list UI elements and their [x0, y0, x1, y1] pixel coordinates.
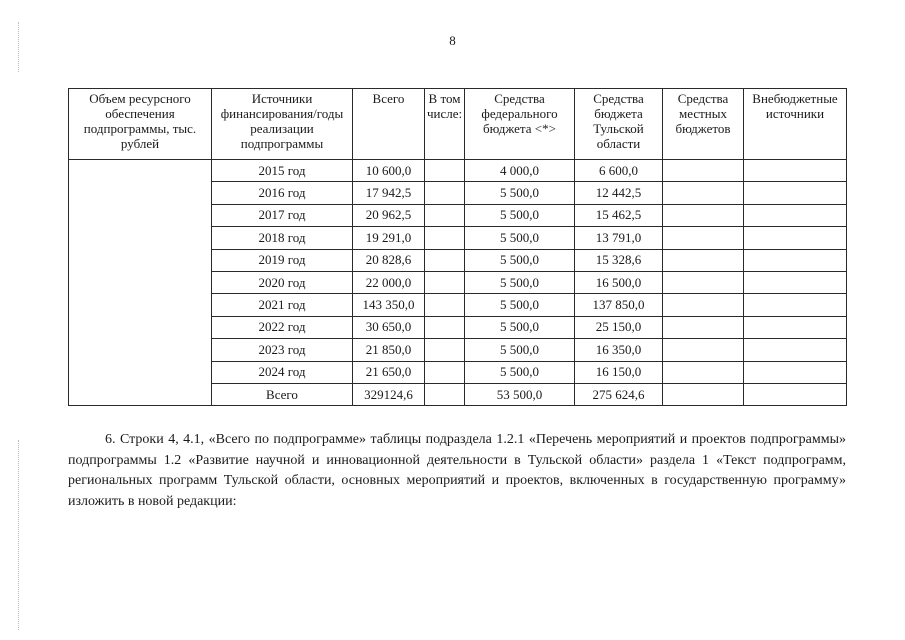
cell-extrabudget	[744, 383, 847, 405]
cell-year: 2015 год	[212, 160, 353, 182]
cell-year: 2022 год	[212, 316, 353, 338]
cell-local	[663, 227, 744, 249]
cell-extrabudget	[744, 182, 847, 204]
amendment-paragraph: 6. Строки 4, 4.1, «Всего по подпрограмме» таблицы подраздела 1.2.1 «Перечень мероприятий и проектов подпрограммы» подпрограммы 1.2 «Развитие научной и инновационной деятельности в Тульской области» раздела 1 «Текст подпрограмм, региональных программ Тульской области, основных мероприятий и проектов, включенных в государственную программу» изложить в новой редакции:	[68, 432, 846, 509]
cell-regional: 13 791,0	[575, 227, 663, 249]
cell-local	[663, 361, 744, 383]
cell-total: 19 291,0	[353, 227, 425, 249]
cell-total: 21 650,0	[353, 361, 425, 383]
cell-federal: 5 500,0	[465, 249, 575, 271]
funding-table	[68, 88, 847, 406]
cell-including	[425, 182, 465, 204]
cell-local	[663, 383, 744, 405]
cell-extrabudget	[744, 361, 847, 383]
cell-year: 2021 год	[212, 294, 353, 316]
margin-dots-bottom	[18, 440, 21, 630]
cell-total: 20 962,5	[353, 204, 425, 226]
cell-year: 2019 год	[212, 249, 353, 271]
header-total: Всего	[353, 89, 425, 160]
cell-regional: 6 600,0	[575, 160, 663, 182]
cell-local	[663, 316, 744, 338]
cell-year: 2017 год	[212, 204, 353, 226]
cell-local	[663, 182, 744, 204]
header-local: Средства местных бюджетов	[663, 89, 744, 160]
cell-including	[425, 383, 465, 405]
cell-including	[425, 294, 465, 316]
cell-local	[663, 271, 744, 293]
cell-including	[425, 316, 465, 338]
cell-including	[425, 160, 465, 182]
cell-including	[425, 339, 465, 361]
cell-total: 329124,6	[353, 383, 425, 405]
table-row	[69, 160, 847, 182]
header-federal: Средства федерального бюджета <*>	[465, 89, 575, 160]
cell-including	[425, 249, 465, 271]
cell-year: 2018 год	[212, 227, 353, 249]
cell-federal: 5 500,0	[465, 271, 575, 293]
page-number: 8	[449, 33, 456, 48]
cell-including	[425, 204, 465, 226]
cell-total: 21 850,0	[353, 339, 425, 361]
cell-extrabudget	[744, 294, 847, 316]
cell-regional: 275 624,6	[575, 383, 663, 405]
cell-including	[425, 271, 465, 293]
cell-extrabudget	[744, 316, 847, 338]
cell-total: 30 650,0	[353, 316, 425, 338]
cell-regional: 15 328,6	[575, 249, 663, 271]
cell-local	[663, 339, 744, 361]
cell-extrabudget	[744, 249, 847, 271]
cell-regional: 16 500,0	[575, 271, 663, 293]
cell-total: 22 000,0	[353, 271, 425, 293]
header-sources: Источники финансирования/годы реализации подпрограммы	[212, 89, 353, 160]
cell-extrabudget	[744, 160, 847, 182]
cell-year: 2020 год	[212, 271, 353, 293]
cell-including	[425, 361, 465, 383]
cell-total: 17 942,5	[353, 182, 425, 204]
cell-year: Всего	[212, 383, 353, 405]
cell-regional: 16 350,0	[575, 339, 663, 361]
cell-extrabudget	[744, 339, 847, 361]
cell-federal: 5 500,0	[465, 339, 575, 361]
cell-extrabudget	[744, 227, 847, 249]
cell-federal: 5 500,0	[465, 361, 575, 383]
cell-year: 2024 год	[212, 361, 353, 383]
header-extrabudget: Внебюджетные источники	[744, 89, 847, 160]
cell-federal: 5 500,0	[465, 316, 575, 338]
cell-total: 10 600,0	[353, 160, 425, 182]
cell-total: 20 828,6	[353, 249, 425, 271]
cell-local	[663, 249, 744, 271]
cell-local	[663, 160, 744, 182]
cell-regional: 16 150,0	[575, 361, 663, 383]
cell-local	[663, 204, 744, 226]
cell-extrabudget	[744, 204, 847, 226]
cell-federal: 53 500,0	[465, 383, 575, 405]
cell-regional: 15 462,5	[575, 204, 663, 226]
margin-dots-top	[18, 22, 21, 72]
table-header-row	[69, 89, 847, 160]
header-resource: Объем ресурсного обеспечения подпрограммы, тыс. рублей	[69, 89, 212, 160]
cell-local	[663, 294, 744, 316]
cell-extrabudget	[744, 271, 847, 293]
cell-regional: 25 150,0	[575, 316, 663, 338]
resource-cell	[69, 160, 212, 406]
cell-federal: 4 000,0	[465, 160, 575, 182]
cell-year: 2023 год	[212, 339, 353, 361]
cell-including	[425, 227, 465, 249]
cell-regional: 12 442,5	[575, 182, 663, 204]
cell-year: 2016 год	[212, 182, 353, 204]
cell-federal: 5 500,0	[465, 294, 575, 316]
header-including: В том числе:	[425, 89, 465, 160]
cell-federal: 5 500,0	[465, 227, 575, 249]
cell-federal: 5 500,0	[465, 204, 575, 226]
cell-regional: 137 850,0	[575, 294, 663, 316]
cell-federal: 5 500,0	[465, 182, 575, 204]
header-regional: Средства бюджета Тульской области	[575, 89, 663, 160]
cell-total: 143 350,0	[353, 294, 425, 316]
